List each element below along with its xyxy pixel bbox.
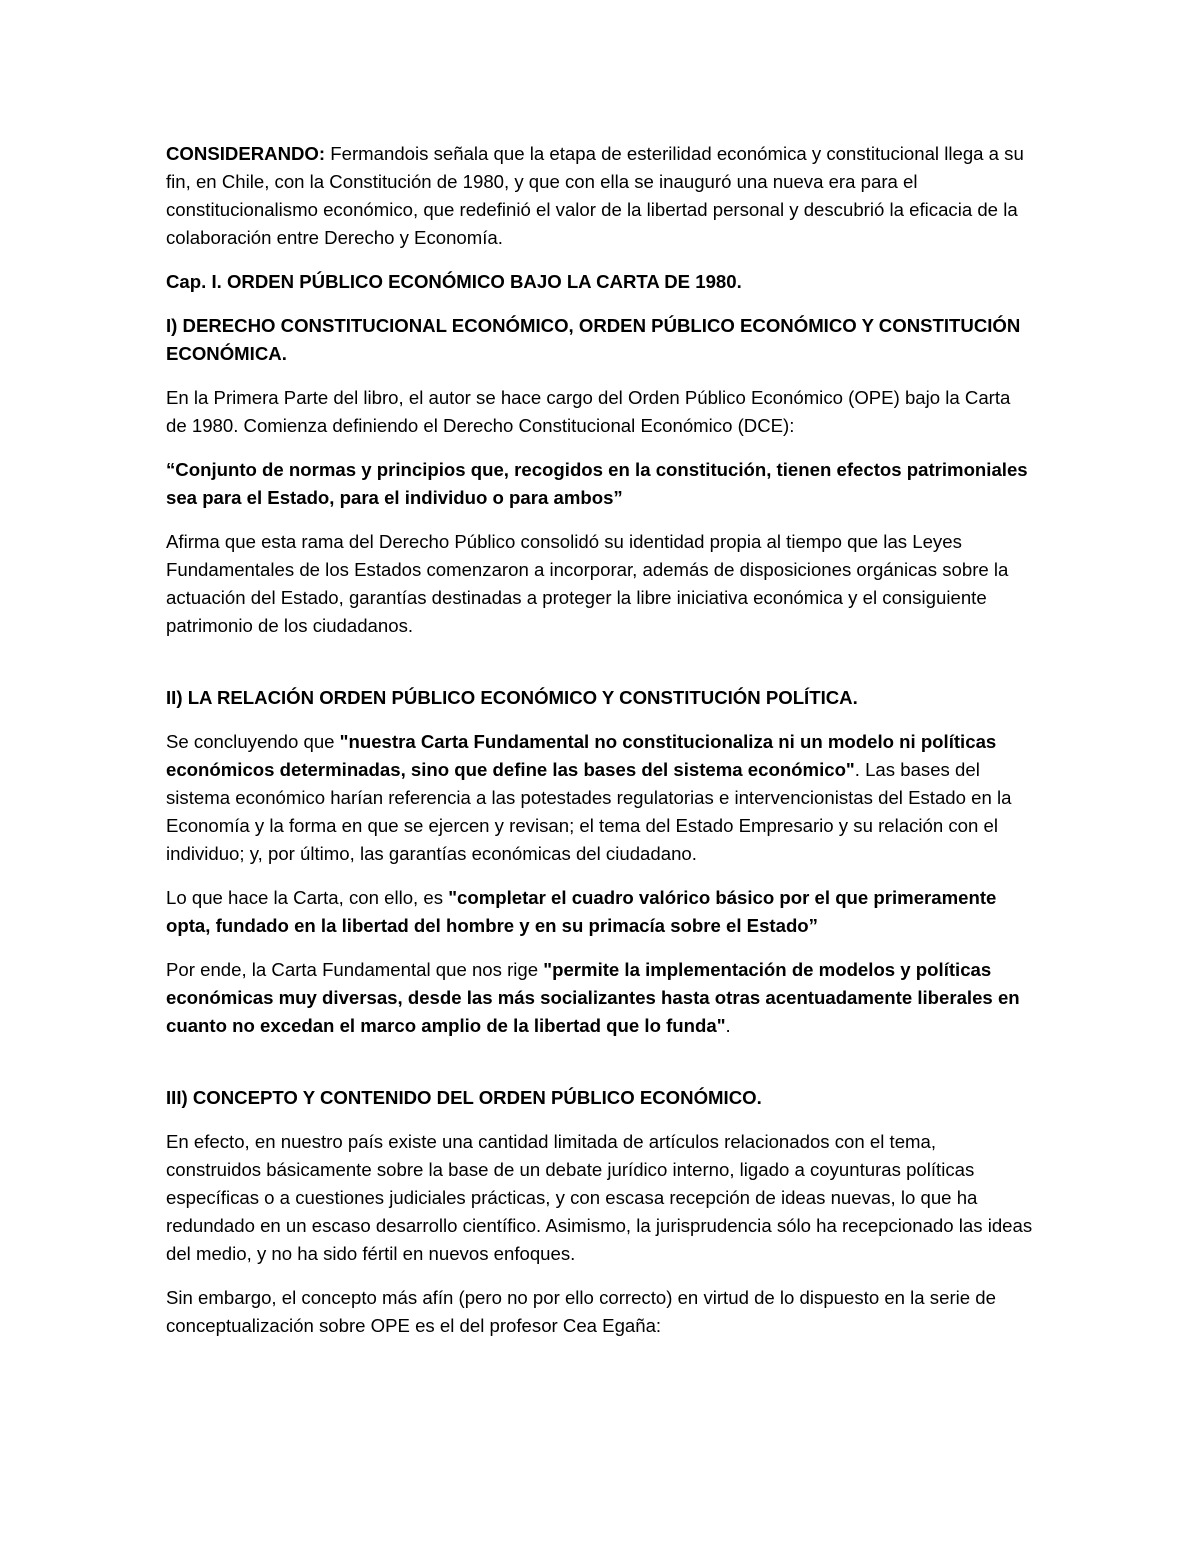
dce-definition-quote: “Conjunto de normas y principios que, recogidos en la constitución, tienen efectos patrimoniales sea para el Estado, para el individuo o para ambos” (166, 459, 1028, 508)
paragraph-en-efecto: En efecto, en nuestro país existe una cantidad limitada de artículos relacionados con el tema, construidos básicamente sobre la base de un debate jurídico interno, ligado a coyunturas políticas específicas o a cuestiones judiciales prácticas, y con escasa recepción de ideas nuevas, lo que ha redundado en un escaso desarrollo científico. Asimismo, la jurisprudencia sólo ha recepcionado las ideas del medio, y no ha sido fértil en nuevos enfoques. (166, 1131, 1033, 1264)
considerando-text: Fermandois señala que la etapa de esterilidad económica y constitucional llega a su fin, en Chile, con la Constitución de 1980, y que con ella se inauguró una nueva era para el constitucionalismo económico, que redefinió el valor de la libertad personal y descubrió la eficacia de la colaboración entre Derecho y Economía. (166, 143, 1024, 248)
chapter-heading: Cap. I. ORDEN PÚBLICO ECONÓMICO BAJO LA CARTA DE 1980. (166, 271, 742, 292)
section-1-heading: I) DERECHO CONSTITUCIONAL ECONÓMICO, ORDEN PÚBLICO ECONÓMICO Y CONSTITUCIÓN ECONÓMICA. (166, 315, 1021, 364)
bold-quote: "completar el cuadro valórico básico por el que primeramente opta, fundado en la libertad del hombre y en su primacía sobre el Estado” (166, 887, 997, 936)
paragraph-text: Lo que hace la Carta, con ello, es (166, 887, 449, 908)
paragraph-primera-parte: En la Primera Parte del libro, el autor se hace cargo del Orden Público Económico (OPE) bajo la Carta de 1980. Comienza definiendo el Derecho Constitucional Económico (DCE): (166, 387, 1011, 436)
paragraph-sin-embargo: Sin embargo, el concepto más afín (pero no por ello correcto) en virtud de lo dispuesto en la serie de conceptualización sobre OPE es el del profesor Cea Egaña: (166, 1287, 996, 1336)
considerando-label: CONSIDERANDO: (166, 143, 326, 164)
paragraph-text: . Las bases del sistema económico harían referencia a las potestades regulatorias e intervencionistas del Estado en la Economía y la forma en que se ejercen y revisan; el tema del Estado Empresario y su relación con el individuo; y, por último, las garantías económicas del ciudadano. (166, 759, 1012, 864)
paragraph-text: . (725, 1015, 731, 1036)
paragraph-text: Por ende, la Carta Fundamental que nos rige (166, 959, 544, 980)
blank-line (166, 1056, 1034, 1084)
section-3-heading: III) CONCEPTO Y CONTENIDO DEL ORDEN PÚBLICO ECONÓMICO. (166, 1087, 762, 1108)
paragraph-lo-que-hace (166, 884, 1034, 940)
paragraph-por-ende (166, 956, 1034, 1040)
paragraph-afirma: Afirma que esta rama del Derecho Público consolidó su identidad propia al tiempo que las Leyes Fundamentales de los Estados comenzaron a incorporar, además de disposiciones orgánicas sobre la actuación del Estado, garantías destinadas a proteger la libre iniciativa económica y el consiguiente patrimonio de los ciudadanos. (166, 531, 1009, 636)
paragraph-se-concluyendo (166, 728, 1034, 868)
blank-line (166, 656, 1034, 684)
bold-quote: "permite la implementación de modelos y políticas económicas muy diversas, desde las más socializantes hasta otras acentuadamente liberales en cuanto no excedan el marco amplio de la libertad que lo funda" (166, 959, 1020, 1036)
section-2-heading: II) LA RELACIÓN ORDEN PÚBLICO ECONÓMICO Y CONSTITUCIÓN POLÍTICA. (166, 687, 858, 708)
bold-quote: "nuestra Carta Fundamental no constitucionaliza ni un modelo ni políticas económicos determinadas, sino que define las bases del sistema económico" (166, 731, 997, 780)
paragraph-text: Se concluyendo que (166, 731, 340, 752)
document-body (166, 140, 1034, 1356)
paragraph-considerando (166, 140, 1034, 252)
